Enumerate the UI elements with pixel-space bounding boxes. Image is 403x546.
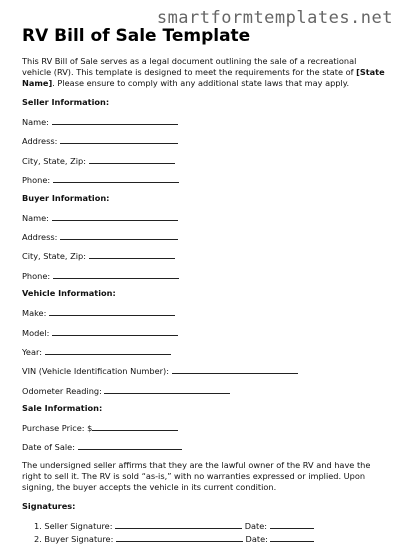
- sale-date-blank[interactable]: [78, 440, 182, 450]
- seller-name-label: Name:: [22, 117, 49, 127]
- seller-name-blank[interactable]: [52, 115, 178, 125]
- vehicle-model-label: Model:: [22, 327, 50, 338]
- buyer-name-blank[interactable]: [52, 211, 178, 221]
- buyer-name-label: Name:: [22, 212, 49, 223]
- buyer-name-field[interactable]: [22, 211, 387, 224]
- intro-paragraph: [22, 56, 387, 89]
- buyer-date-blank[interactable]: [270, 532, 314, 542]
- seller-city-label: City, State, Zip:: [22, 155, 86, 166]
- vehicle-model-field[interactable]: [22, 326, 387, 339]
- seller-city-blank[interactable]: [89, 154, 175, 164]
- seller-signature-label: 1. Seller Signature:: [34, 520, 113, 531]
- buyer-section-heading: Buyer Information:: [22, 192, 110, 203]
- purchase-price-field[interactable]: [22, 421, 387, 434]
- buyer-signature-label: 2. Buyer Signature:: [34, 534, 114, 545]
- vehicle-year-field[interactable]: [22, 345, 387, 358]
- vehicle-odometer-label: Odometer Reading:: [22, 385, 102, 396]
- sale-date-field[interactable]: [22, 440, 387, 453]
- vehicle-vin-field[interactable]: [22, 364, 387, 377]
- vehicle-section-heading: Vehicle Information:: [22, 288, 116, 299]
- seller-phone-blank[interactable]: [53, 173, 179, 183]
- buyer-phone-label: Phone:: [22, 270, 51, 281]
- buyer-city-field[interactable]: [22, 249, 387, 262]
- buyer-city-blank[interactable]: [89, 249, 175, 259]
- buyer-address-field[interactable]: [22, 230, 387, 243]
- buyer-phone-blank[interactable]: [53, 269, 179, 279]
- vehicle-odometer-field[interactable]: [22, 384, 387, 397]
- seller-address-blank[interactable]: [60, 134, 178, 144]
- vehicle-model-blank[interactable]: [52, 326, 178, 336]
- sale-date-label: Date of Sale:: [22, 442, 75, 453]
- vehicle-make-label: Make:: [22, 308, 47, 319]
- buyer-signature-blank[interactable]: [116, 532, 243, 542]
- signature-list: [34, 519, 387, 546]
- vehicle-year-label: Year:: [22, 346, 42, 357]
- purchase-price-blank[interactable]: [92, 421, 178, 431]
- seller-address-field[interactable]: [22, 134, 387, 147]
- state-name-placeholder: [State Name]: [22, 67, 385, 88]
- document-body: [22, 56, 387, 546]
- buyer-address-label: Address:: [22, 231, 58, 242]
- vehicle-odometer-blank[interactable]: [104, 384, 230, 394]
- buyer-address-blank[interactable]: [60, 230, 178, 240]
- seller-signature-blank[interactable]: [115, 519, 242, 529]
- seller-date-blank[interactable]: [270, 519, 314, 529]
- buyer-phone-field[interactable]: [22, 269, 387, 282]
- seller-name-field[interactable]: [22, 115, 387, 128]
- intro-text-after: . Please ensure to comply with any additional state laws that may apply.: [52, 78, 350, 88]
- vehicle-make-field[interactable]: [22, 306, 387, 319]
- seller-date-label: Date:: [244, 520, 268, 531]
- buyer-signature-row[interactable]: [34, 532, 387, 545]
- intro-text-before: This RV Bill of Sale serves as a legal document outlining the sale of a recreational vehicle (RV). This template is designed to meet the requirements for the state of: [22, 56, 357, 77]
- sale-section-heading: Sale Information:: [22, 403, 103, 414]
- vehicle-vin-label: VIN (Vehicle Identification Number):: [22, 366, 169, 377]
- page-title: RV Bill of Sale Template: [22, 26, 251, 46]
- seller-city-field[interactable]: [22, 154, 387, 167]
- buyer-date-label: Date:: [245, 534, 268, 545]
- buyer-city-label: City, State, Zip:: [22, 251, 86, 262]
- seller-phone-field[interactable]: [22, 173, 387, 186]
- purchase-price-label: Purchase Price: $: [22, 423, 93, 434]
- seller-phone-label: Phone:: [22, 175, 51, 186]
- vehicle-make-blank[interactable]: [49, 306, 175, 316]
- watermark: smartformtemplates.net: [156, 8, 393, 28]
- signatures-section-heading: Signatures:: [22, 500, 76, 511]
- seller-section-heading: Seller Information:: [22, 97, 110, 107]
- vehicle-year-blank[interactable]: [45, 345, 171, 355]
- vehicle-vin-blank[interactable]: [172, 364, 298, 374]
- seller-address-label: Address:: [22, 136, 58, 147]
- closing-paragraph: The undersigned seller affirms that they are the lawful owner of the RV and have the right to sell it. The RV is sold “as-is,” with no warranties expressed or implied. Upon signing, the buyer accepts the vehicle in its current condition.: [22, 459, 371, 492]
